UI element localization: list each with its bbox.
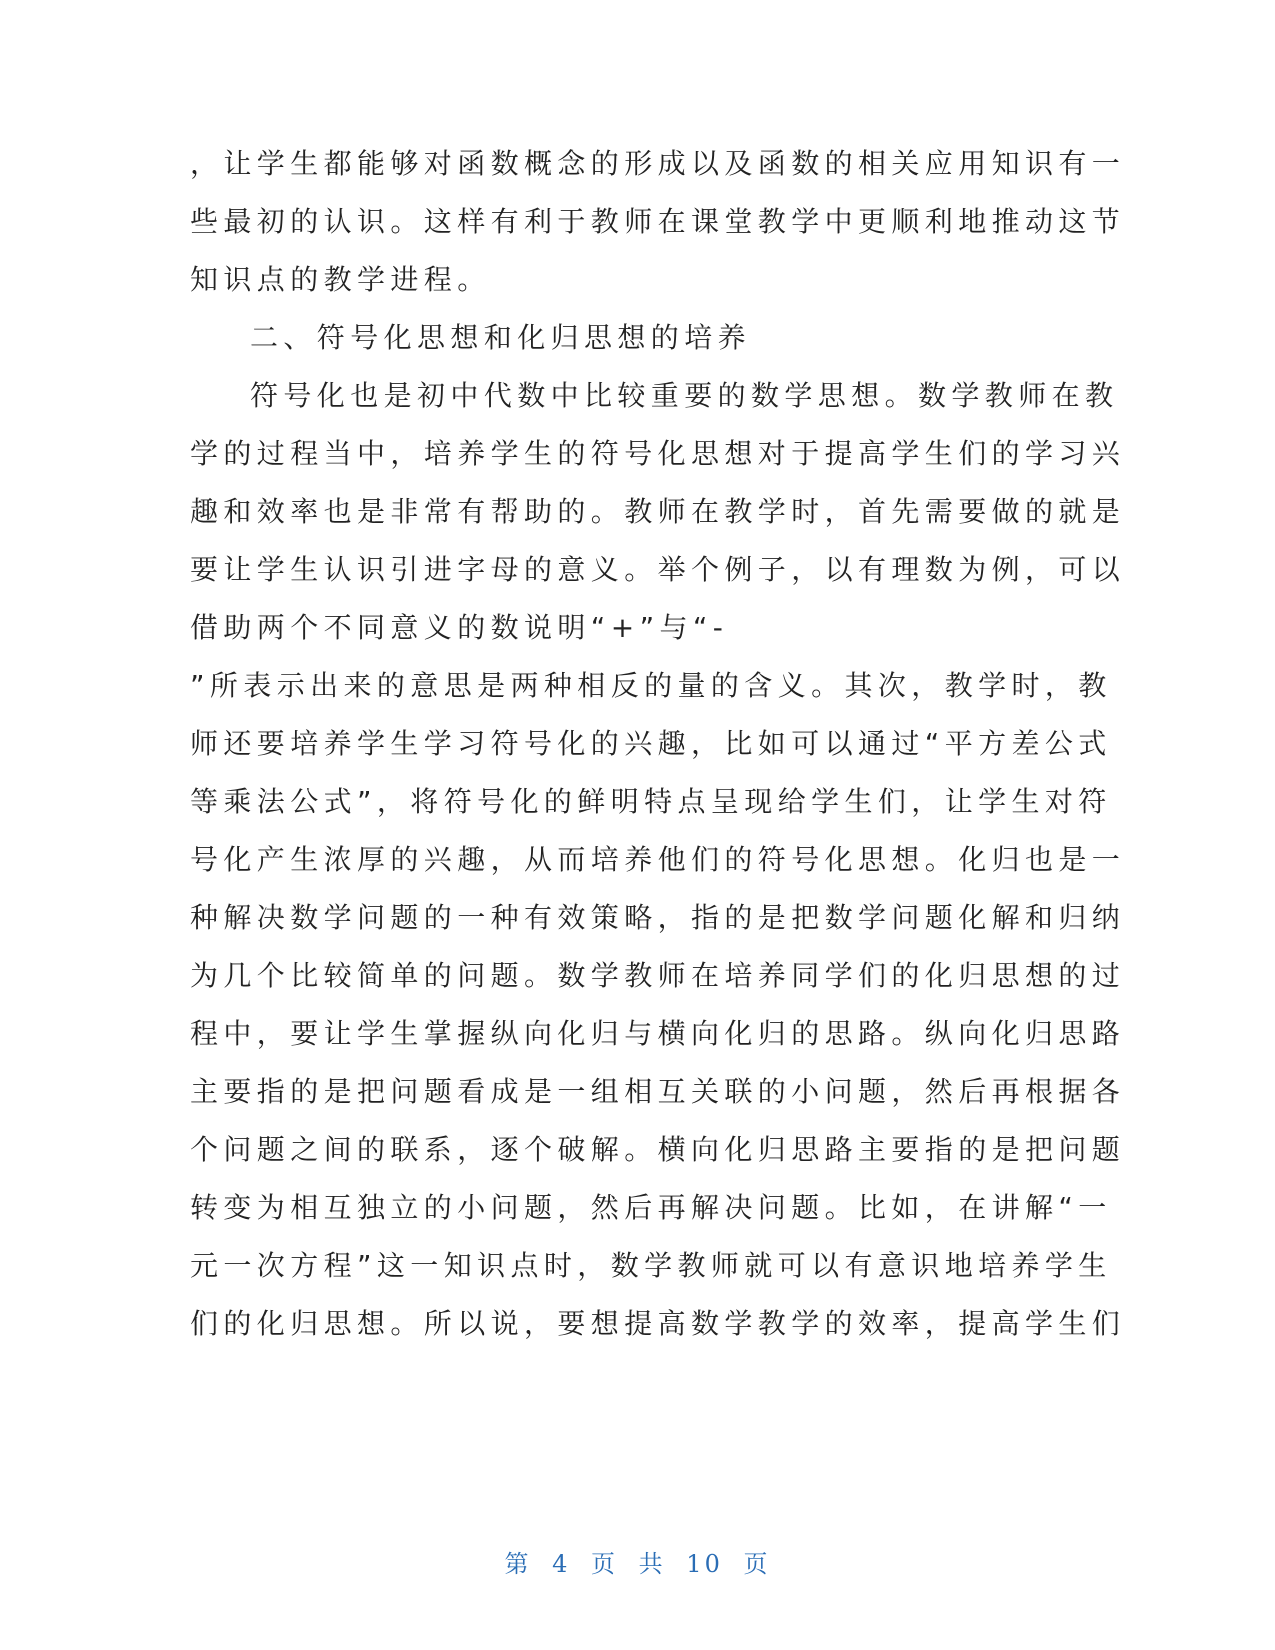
paragraph-line: 些最初的认识。这样有利于教师在课堂教学中更顺利地推动这节 [190,205,1126,238]
paragraph-line: 借助两个不同意义的数说明“+”与“- [190,611,729,644]
paragraph-line: ，让学生都能够对函数概念的形成以及函数的相关应用知识有一 [190,147,1126,180]
paragraph-line: 元一次方程”这一知识点时，数学教师就可以有意识地培养学生 [190,1249,1112,1282]
paragraph-line: 符号化也是初中代数中比较重要的数学思想。数学教师在教 [250,379,1119,412]
paragraph-line: 等乘法公式”，将符号化的鲜明特点呈现给学生们，让学生对符 [190,785,1112,818]
paragraph-line: 种解决数学问题的一种有效策略，指的是把数学问题化解和归纳 [190,901,1126,934]
section-heading: 二、符号化思想和化归思想的培养 [250,321,752,354]
paragraph-line: 主要指的是把问题看成是一组相互关联的小问题，然后再根据各 [190,1075,1126,1108]
paragraph-line: 为几个比较简单的问题。数学教师在培养同学们的化归思想的过 [190,959,1126,992]
paragraph-line: 程中，要让学生掌握纵向化归与横向化归的思路。纵向化归思路 [190,1017,1126,1050]
paragraph-line: 转变为相互独立的小问题，然后再解决问题。比如，在讲解“一 [190,1191,1112,1224]
paragraph-line: 号化产生浓厚的兴趣，从而培养他们的符号化思想。化归也是一 [190,843,1126,876]
paragraph-line: 们的化归思想。所以说，要想提高数学教学的效率，提高学生们 [190,1307,1126,1340]
paragraph-line: 要让学生认识引进字母的意义。举个例子，以有理数为例，可以 [190,553,1126,586]
paragraph-line: 个问题之间的联系，逐个破解。横向化归思路主要指的是把问题 [190,1133,1126,1166]
page-number-footer: 第 4 页 共 10 页 [504,1550,771,1578]
paragraph-line: 知识点的教学进程。 [190,263,491,296]
paragraph-line: 学的过程当中，培养学生的符号化思想对于提高学生们的学习兴 [190,437,1126,470]
paragraph-line: 师还要培养学生学习符号化的兴趣，比如可以通过“平方差公式 [190,727,1112,760]
paragraph-line: 趣和效率也是非常有帮助的。教师在教学时，首先需要做的就是 [190,495,1126,528]
paragraph-line: ”所表示出来的意思是两种相反的量的含义。其次，教学时，教 [190,669,1112,702]
